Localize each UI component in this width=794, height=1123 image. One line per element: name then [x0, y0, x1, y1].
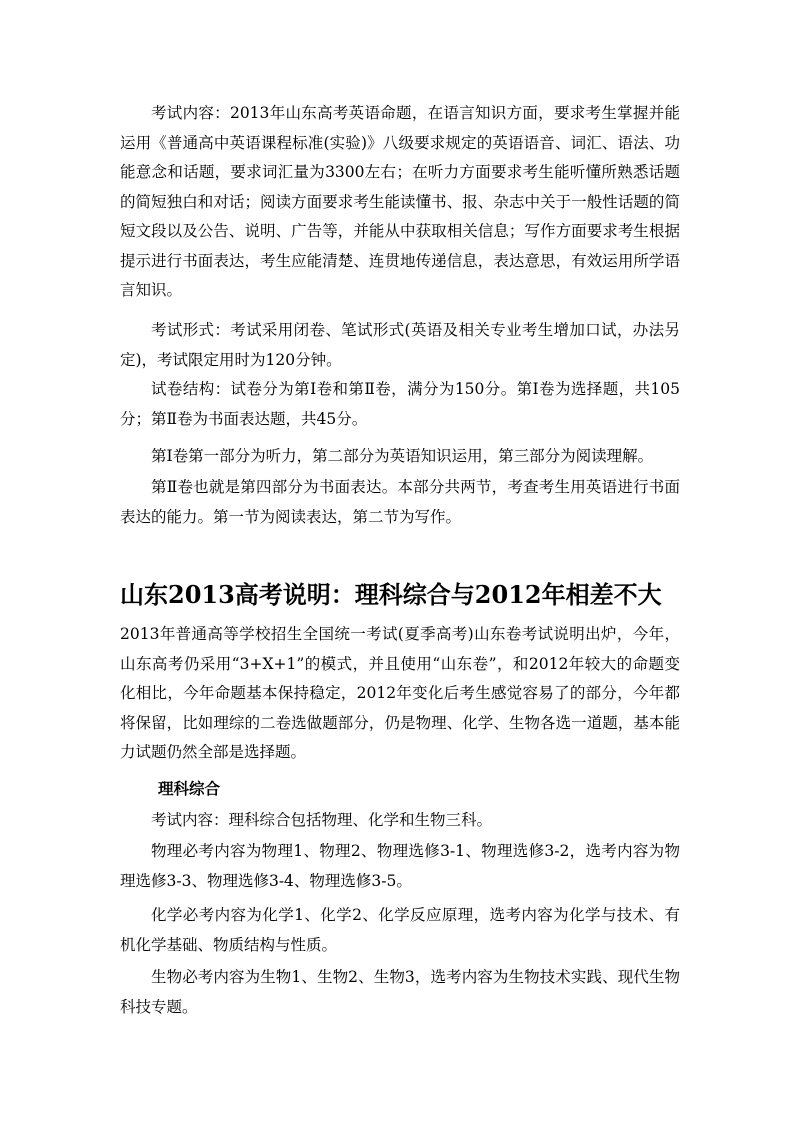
exam-form-paragraph: 考试形式：考试采用闭卷、笔试形式(英语及相关专业考生增加口试，办法另定)，考试限定用时为120分钟。 [120, 321, 680, 369]
section-subheading: 理科综合 [158, 779, 221, 798]
science-content-paragraph: 考试内容：理科综合包括物理、化学和生物三科。 [151, 811, 493, 829]
article-intro-paragraph: 2013年普通高等学校招生全国统一考试(夏季高考)山东卷考试说明出炉，今年，山东高考仍采用“3+X+1”的模式，并且使用“山东卷”，和2012年较大的命题变化相比，今年命题基本保持稳定，2012年变化后考生感觉容易了的部分，今年都将保留，比如理综的二卷选做题部分，仍是物理、化学、生物各选一道题，基本能力试题仍然全部是选择题。 [120, 625, 680, 761]
paper-part2-paragraph: 第Ⅱ卷也就是第四部分为书面表达。本部分共两节，考查考生用英语进行书面表达的能力。第一节为阅读表达，第二节为写作。 [120, 478, 680, 526]
paper-structure-paragraph: 试卷结构：试卷分为第Ⅰ卷和第Ⅱ卷，满分为150分。第Ⅰ卷为选择题，共105分；第Ⅱ卷为书面表达题，共45分。 [120, 380, 680, 428]
chemistry-paragraph: 化学必考内容为化学1、化学2、化学反应原理，选考内容为化学与技术、有机化学基础、物质结构与性质。 [120, 906, 680, 954]
biology-paragraph: 生物必考内容为生物1、生物2、生物3，选考内容为生物技术实践、现代生物科技专题。 [120, 968, 680, 1016]
physics-paragraph: 物理必考内容为物理1、物理2、物理选修3-1、物理选修3-2，选考内容为物理选修3-3、物理选修3-4、物理选修3-5。 [120, 842, 680, 890]
paper-part1-paragraph: 第Ⅰ卷第一部分为听力，第二部分为英语知识运用，第三部分为阅读理解。 [151, 447, 654, 465]
exam-content-paragraph: 考试内容：2013年山东高考英语命题，在语言知识方面，要求考生掌握并能运用《普通高中英语课程标准(实验)》八级要求规定的英语语音、词汇、语法、功能意念和话题，要求词汇量为3300左右；在听力方面要求考生能听懂所熟悉话题的简短独白和对话；阅读方面要求考生能读懂书、报、杂志中关于一般性话题的简短文段以及公告、说明、广告等，并能从中获取相关信息；写作方面要求考生根据提示进行书面表达，考生应能清楚、连贯地传递信息，表达意思，有效运用所学语言知识。 [120, 104, 680, 299]
article-heading: 山东2013高考说明：理科综合与2012年相差不大 [120, 580, 662, 609]
